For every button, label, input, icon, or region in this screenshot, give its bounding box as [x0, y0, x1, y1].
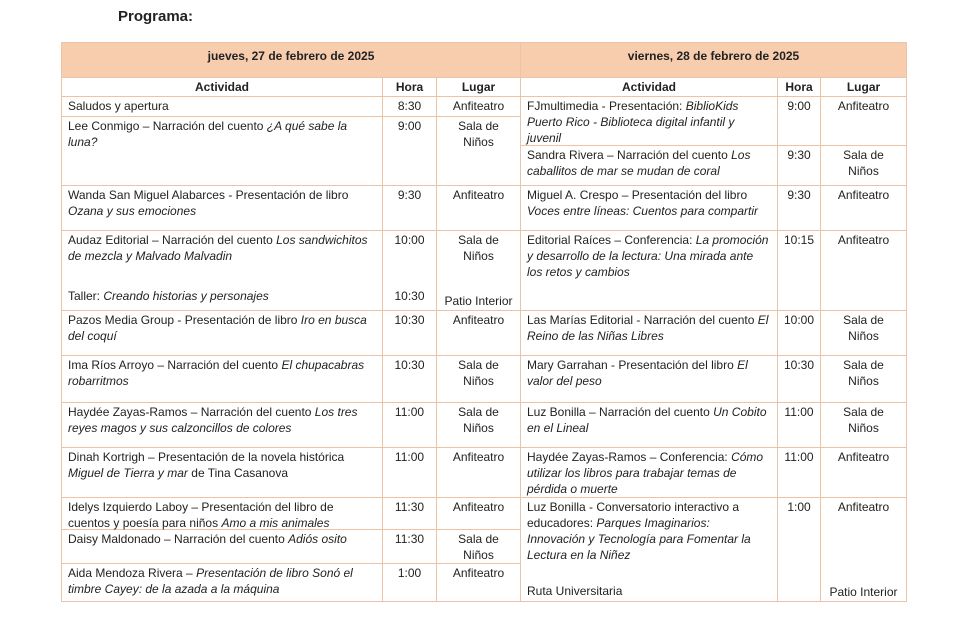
place-value: Anfiteatro — [837, 500, 890, 514]
activity-entry — [68, 288, 376, 304]
place-cell — [821, 403, 906, 447]
activity-cell — [62, 530, 383, 564]
activity-entry — [527, 232, 771, 280]
place-cell — [437, 498, 520, 532]
table-row — [521, 356, 906, 403]
time-cell — [383, 448, 437, 497]
time-cell — [383, 564, 437, 601]
activity-entry — [68, 312, 376, 344]
time-value: 11:30 — [394, 532, 425, 546]
activity-text: Haydée Zayas-Ramos – Narración del cuento — [68, 405, 315, 419]
place-cell — [821, 498, 906, 601]
time-cell — [383, 311, 437, 355]
activity-entry — [527, 312, 771, 344]
activity-cell — [62, 498, 383, 532]
activity-entry — [527, 98, 771, 146]
place-value: Anfiteatro — [452, 188, 505, 202]
place-cell — [437, 311, 520, 355]
activity-cell — [62, 448, 383, 497]
schedule-table-thursday — [61, 42, 521, 602]
time-cell — [778, 356, 821, 402]
place-value: Sala de Niños — [458, 532, 499, 562]
time-value: 10:00 — [783, 313, 815, 327]
place-cell — [821, 231, 906, 310]
activity-text: Ima Ríos Arroyo – Narración del cuento — [68, 358, 282, 372]
activity-text: Las Marías Editorial - Narración del cuento — [527, 313, 758, 327]
time-cell — [383, 97, 437, 116]
place-cell — [437, 448, 520, 497]
table-row — [62, 564, 520, 601]
time-value: 11:00 — [784, 405, 814, 419]
place-value: Anfiteatro — [837, 450, 890, 464]
time-value: 10:15 — [783, 233, 815, 247]
activity-entry — [68, 187, 376, 219]
table-row — [521, 311, 906, 356]
activity-text: Aida Mendoza Rivera – — [68, 566, 197, 580]
column-header-row — [62, 78, 520, 97]
activity-entry — [68, 565, 376, 597]
activity-cell — [521, 146, 778, 185]
activity-cell — [62, 117, 383, 185]
table-row — [62, 231, 520, 311]
activity-cell — [62, 564, 383, 601]
place-value: Anfiteatro — [452, 450, 505, 464]
activity-title: ¿A qué sabe la luna? — [68, 119, 348, 149]
activity-entry — [527, 499, 771, 563]
column-header-row — [521, 78, 906, 97]
time-value: 11:00 — [394, 405, 425, 419]
place-value: Anfiteatro — [452, 99, 505, 113]
place-header: Lugar — [846, 80, 881, 94]
table-row — [62, 117, 520, 186]
time-header: Hora — [778, 78, 821, 96]
activity-title: Voces entre líneas: Cuentos para compartir — [527, 204, 759, 218]
place-cell — [437, 97, 520, 116]
activity-entry — [527, 187, 771, 219]
activity-header: Actividad — [521, 78, 778, 96]
place-value: Anfiteatro — [837, 233, 890, 247]
activity-cell — [62, 356, 383, 402]
place-value: Patio Interior — [444, 294, 513, 308]
activity-title: Miguel de Tierra y mar — [68, 466, 188, 480]
activity-title: Parques Imaginarios: Innovación y Tecnología para Fomentar la Lectura en la Niñez — [527, 516, 751, 562]
place-cell — [437, 564, 520, 601]
activity-cell — [521, 311, 778, 355]
activity-text: Lee Conmigo – Narración del cuento — [68, 119, 267, 133]
table-row — [62, 97, 520, 117]
place-value: Anfiteatro — [837, 99, 890, 113]
place-value: Anfiteatro — [452, 313, 505, 327]
place-cell — [821, 448, 906, 498]
place-cell — [821, 356, 906, 402]
place-cell — [437, 403, 520, 447]
activity-header: Actividad — [62, 78, 383, 96]
table-row — [62, 403, 520, 448]
activity-entry — [527, 449, 771, 497]
activity-title: El Reino de las Niñas Libres — [527, 313, 769, 343]
activity-cell — [62, 186, 383, 230]
activity-title: Los caballitos de mar se mudan de coral — [527, 148, 751, 178]
table-row — [62, 311, 520, 356]
time-value: 11:00 — [394, 450, 425, 464]
activity-text: Luz Bonilla – Narración del cuento — [527, 405, 714, 419]
activity-text: Audaz Editorial – Narración del cuento — [68, 233, 277, 247]
activity-text: Daisy Maldonado – Narración del cuento — [68, 532, 289, 546]
table-row — [62, 448, 520, 498]
time-cell — [383, 186, 437, 230]
place-value: Sala de Niños — [458, 405, 499, 435]
activity-title: La promoción y desarrollo de la lectura: Una mirada ante los retos y cambios — [527, 233, 769, 279]
activity-entry — [527, 357, 771, 389]
activity-cell — [521, 356, 778, 402]
time-value: 9:30 — [787, 188, 811, 202]
time-cell — [778, 448, 821, 498]
place-header: Lugar — [461, 80, 496, 94]
activity-entry — [68, 232, 376, 264]
time-cell — [383, 530, 437, 564]
activity-text: de Tina Casanova — [187, 466, 289, 480]
activity-title: BiblioKids Puerto Rico - Biblioteca digital infantil y juvenil — [527, 99, 739, 145]
activity-text: Mary Garrahan - Presentación del libro — [527, 358, 738, 372]
activity-cell — [521, 97, 778, 147]
time-cell — [778, 231, 821, 310]
activity-text: Editorial Raíces – Conferencia: — [527, 233, 696, 247]
time-value: 10:30 — [394, 313, 425, 327]
table-row — [62, 530, 520, 564]
activity-text: Luz Bonilla - Conversatorio interactivo a educadores: — [527, 500, 740, 530]
activity-text: Saludos y apertura — [68, 99, 169, 113]
place-value: Anfiteatro — [837, 188, 890, 202]
time-value: 1:00 — [397, 566, 422, 580]
activity-text: Dinah Kortrigh – Presentación de la novela histórica — [68, 450, 345, 464]
activity-cell — [521, 231, 778, 310]
schedule-table-friday — [520, 42, 907, 602]
time-value: 10:00 — [394, 233, 425, 247]
activity-entry — [68, 118, 376, 150]
time-cell — [778, 498, 821, 601]
activity-text: Taller: — [68, 289, 104, 303]
place-cell — [821, 146, 906, 185]
time-header: Hora — [383, 78, 437, 96]
time-cell — [383, 403, 437, 447]
time-cell — [778, 311, 821, 355]
place-cell — [821, 97, 906, 147]
day-date-header: jueves, 27 de febrero de 2025 — [62, 43, 520, 78]
place-value: Sala de Niños — [843, 405, 884, 435]
activity-title: Presentación de libro Sonó el timbre Cayey: de la azada a la máquina — [68, 566, 353, 596]
place-value: Sala de Niños — [458, 233, 499, 263]
time-cell — [778, 97, 821, 147]
activity-cell — [62, 97, 383, 116]
activity-entry — [68, 531, 376, 547]
activity-entry — [527, 147, 771, 179]
place-value: Anfiteatro — [452, 500, 505, 514]
time-value: 10:30 — [394, 289, 425, 303]
activity-cell — [62, 231, 383, 310]
activity-text: Haydée Zayas-Ramos – Conferencia: — [527, 450, 732, 464]
table-row — [62, 186, 520, 231]
activity-text: Pazos Media Group - Presentación de libro — [68, 313, 301, 327]
place-value: Sala de Niños — [843, 148, 884, 178]
page-title: Programa: — [118, 8, 194, 25]
place-cell — [821, 186, 906, 230]
table-row — [521, 403, 906, 448]
place-value: Anfiteatro — [452, 566, 505, 580]
table-row — [62, 498, 520, 530]
place-cell — [437, 530, 520, 564]
table-row — [521, 186, 906, 231]
activity-text: Sandra Rivera – Narración del cuento — [527, 148, 732, 162]
time-cell — [383, 498, 437, 532]
place-cell — [821, 311, 906, 355]
place-cell — [437, 231, 520, 310]
place-cell — [437, 356, 520, 402]
time-value: 8:30 — [397, 99, 422, 113]
place-value: Sala de Niños — [843, 358, 884, 388]
activity-title: Adiós osito — [288, 532, 347, 546]
activity-cell — [521, 186, 778, 230]
table-row — [521, 231, 906, 311]
activity-title: Cómo utilizar los libros para trabajar temas de pérdida o muerte — [527, 450, 764, 496]
time-cell — [778, 146, 821, 185]
time-cell — [778, 186, 821, 230]
activity-entry — [68, 98, 376, 114]
activity-entry — [68, 499, 376, 531]
activity-entry — [527, 583, 771, 599]
activity-text: Miguel A. Crespo – Presentación del libro — [527, 188, 748, 202]
day-date-header: viernes, 28 de febrero de 2025 — [521, 43, 906, 78]
place-value: Sala de Niños — [843, 313, 884, 343]
table-row — [521, 97, 906, 146]
activity-text: Idelys Izquierdo Laboy – Presentación del libro de cuentos y poesía para niños — [68, 500, 334, 530]
time-value: 10:30 — [394, 358, 425, 372]
time-cell — [383, 356, 437, 402]
time-value: 9:30 — [787, 148, 811, 162]
place-value: Sala de Niños — [458, 358, 499, 388]
place-cell — [437, 117, 520, 185]
activity-title: Los sandwichitos de mezcla y Malvado Malvadin — [68, 233, 368, 263]
table-row — [521, 448, 906, 498]
activity-cell — [521, 498, 778, 601]
activity-title: Un Cobito en el Lineal — [527, 405, 767, 435]
time-value: 9:00 — [787, 99, 811, 113]
place-cell — [437, 186, 520, 230]
activity-entry — [527, 404, 771, 436]
activity-title: Ozana y sus emociones — [68, 204, 197, 218]
activity-text: FJmultimedia - Presentación: — [527, 99, 686, 113]
time-value: 10:30 — [783, 358, 815, 372]
activity-text: Wanda San Miguel Alabarces - Presentación de libro — [68, 188, 349, 202]
time-cell — [778, 403, 821, 447]
activity-title: Amo a mis animales — [221, 516, 330, 530]
activity-cell — [62, 311, 383, 355]
time-value: 9:00 — [397, 119, 422, 133]
place-value: Patio Interior — [829, 585, 898, 599]
activity-title: Los tres reyes magos y sus calzoncillos de colores — [68, 405, 358, 435]
time-cell — [383, 231, 437, 310]
activity-title: El chupacabras robarritmos — [68, 358, 365, 388]
activity-title: Iro en busca del coquí — [68, 313, 367, 343]
time-value: 1:00 — [787, 500, 811, 514]
activity-title: El valor del peso — [527, 358, 748, 388]
time-value: 9:30 — [397, 188, 422, 202]
activity-cell — [62, 403, 383, 447]
time-value: 11:00 — [784, 450, 814, 464]
time-value: 11:30 — [394, 500, 425, 514]
time-cell — [383, 117, 437, 185]
activity-cell — [521, 403, 778, 447]
activity-title: Creando historias y personajes — [103, 289, 269, 303]
table-row — [62, 356, 520, 403]
activity-entry — [68, 449, 376, 481]
table-row — [521, 498, 906, 601]
activity-cell — [521, 448, 778, 498]
activity-entry — [68, 357, 376, 389]
table-row — [521, 146, 906, 186]
activity-text: Ruta Universitaria — [527, 584, 623, 598]
place-value: Sala de Niños — [458, 119, 499, 149]
activity-entry — [68, 404, 376, 436]
